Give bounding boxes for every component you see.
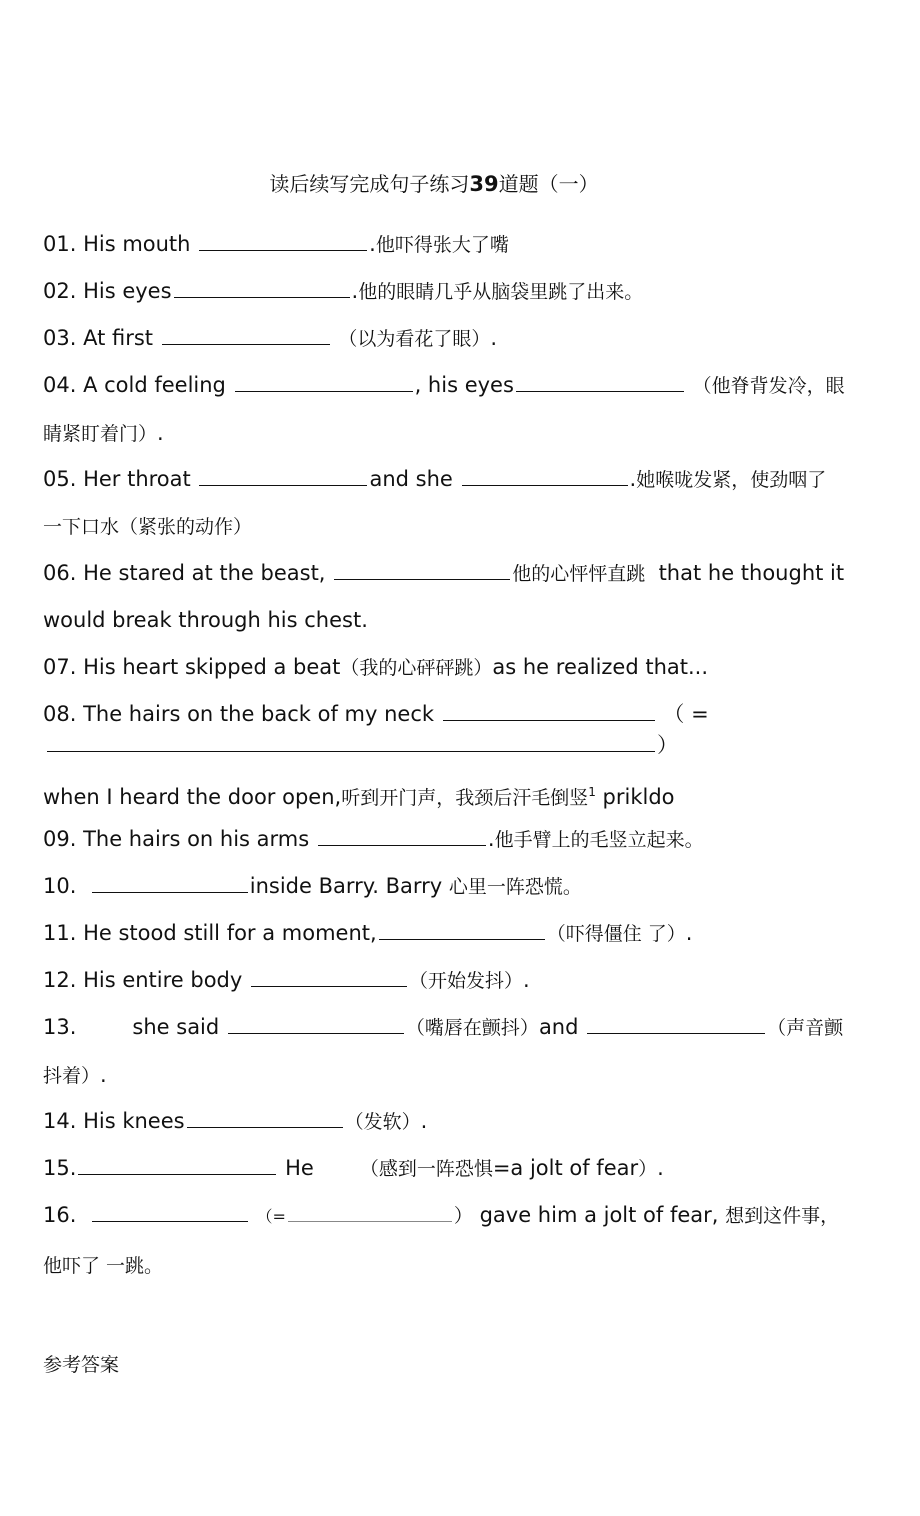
question-09: 09. The hairs on his arms .他手臂上的毛竖立起来。 xyxy=(43,827,704,851)
question-06-cont: would break through his chest. xyxy=(43,608,368,632)
answer-blank[interactable] xyxy=(288,1201,452,1222)
question-08: 08. The hairs on the back of my neck （ = xyxy=(43,702,709,726)
answer-blank[interactable] xyxy=(587,1013,765,1034)
answer-blank[interactable] xyxy=(162,324,330,345)
answer-blank[interactable] xyxy=(379,919,545,940)
answer-blank[interactable] xyxy=(187,1107,343,1128)
question-03: 03. At first （以为看花了眼）. xyxy=(43,326,498,350)
question-06: 06. He stared at the beast, 他的心怦怦直跳 that he thought it xyxy=(43,561,845,585)
question-10: 10. inside Barry. Barry 心里一阵恐慌。 xyxy=(43,874,582,898)
question-05: 05. Her throat and she .她喉咙发紧，使劲咽了 xyxy=(43,467,827,491)
question-05-cont: 一下口水（紧张的动作） xyxy=(43,516,253,538)
question-04: 04. A cold feeling , his eyes （他脊背发冷，眼 xyxy=(43,373,845,397)
answer-blank[interactable] xyxy=(199,465,367,486)
question-13: 13. she said （嘴唇在颤抖）and （声音颤 xyxy=(43,1015,844,1039)
answer-blank[interactable] xyxy=(174,277,350,298)
answer-blank[interactable] xyxy=(199,230,367,251)
answer-blank[interactable] xyxy=(228,1013,404,1034)
answer-blank[interactable] xyxy=(318,825,486,846)
answers-heading: 参考答案 xyxy=(43,1354,120,1376)
answer-blank[interactable] xyxy=(334,559,510,580)
question-16: 16. （= ） gave him a jolt of fear, 想到这件事， xyxy=(43,1203,840,1227)
answer-blank[interactable] xyxy=(462,465,628,486)
question-08-blank-line: ） xyxy=(43,730,678,760)
question-16-cont: 他吓了 一跳。 xyxy=(43,1255,164,1277)
question-11: 11. He stood still for a moment, （吓得僵住 了）. xyxy=(43,921,693,945)
question-08-cont: when I heard the door open,听到开门声，我颈后汗毛倒竖$^1$ prikldo xyxy=(43,785,675,809)
question-02: 02. His eyes .他的眼睛几乎从脑袋里跳了出来。 xyxy=(43,279,644,303)
answer-blank[interactable] xyxy=(78,1154,276,1175)
question-14: 14. His knees （发软）. xyxy=(43,1109,428,1133)
answer-blank[interactable] xyxy=(251,966,407,987)
question-01: 01. His mouth .他吓得张大了嘴 xyxy=(43,232,509,256)
answer-blank[interactable] xyxy=(235,371,413,392)
question-04-cont: 睛紧盯着门）. xyxy=(43,421,164,445)
answer-blank[interactable] xyxy=(47,731,655,752)
answer-blank[interactable] xyxy=(516,371,684,392)
question-15: 15. He （感到一阵恐惧=a jolt of fear）. xyxy=(43,1156,664,1180)
answer-blank[interactable] xyxy=(443,700,655,721)
question-07: 07. His heart skipped a beat（我的心砰砰跳）as he realized that... xyxy=(43,655,709,679)
answer-blank[interactable] xyxy=(92,872,248,893)
answer-blank[interactable] xyxy=(92,1201,248,1222)
page-title: 读后续写完成句子练习39道题（一） xyxy=(269,172,599,196)
question-12: 12. His entire body （开始发抖）. xyxy=(43,968,530,992)
question-13-cont: 抖着）. xyxy=(43,1063,107,1087)
